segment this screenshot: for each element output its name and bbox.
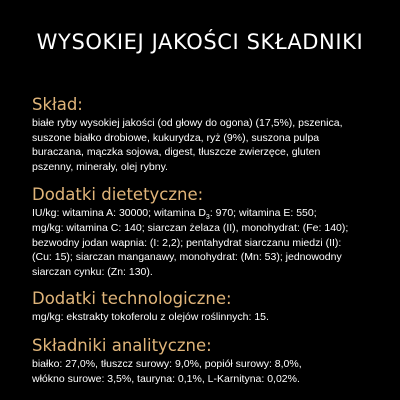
analytical-constituents-line: włókno surowe: 3,5%, tauryna: 0,1%, L-Karnityna: 0,02%. <box>32 372 300 385</box>
dietary-additives-heading: Dodatki dietetyczne: <box>32 185 204 205</box>
dietary-additives-line <box>32 206 382 221</box>
composition-heading: Skład: <box>32 95 83 114</box>
page-title: WYSOKIEJ JAKOŚCI SKŁADNIKI <box>36 30 364 54</box>
dietary-additives-line: siarczan cynku: (Zn: 130). <box>32 265 153 278</box>
dietary-additives-line: (Cu: 15); siarczan manganawy, monohydrat: (Mn: 53); jednowodny <box>32 251 342 264</box>
technological-additives-heading: Dodatki technologiczne: <box>32 289 232 309</box>
vitamin-line-end: : 970; witamina E: 550; <box>209 207 317 220</box>
analytical-constituents-heading: Składniki analityczne: <box>32 335 212 355</box>
section-dietary-additives <box>32 184 382 279</box>
dietary-additives-line: mg/kg: witamina C: 140; siarczan żelaza (II), monohydrat: (Fe: 140); <box>32 221 349 234</box>
composition-line: pszenny, minerały, olej rybny. <box>32 160 168 173</box>
composition-line: białe ryby wysokiej jakości (od głowy do ogona) (17,5%), pszenica, <box>32 117 343 129</box>
dietary-additives-line: bezwodny jodan wapnia: (I: 2,2); pentahydrat siarczanu miedzi (II): <box>32 236 342 249</box>
section-technological-additives <box>32 288 382 325</box>
analytical-constituents-line: białko: 27,0%, tłuszcz surowy: 9,0%, popiół surowy: 8,0%, <box>32 357 302 370</box>
composition-line: buraczana, mączka sojowa, digest, tłuszcze zwierzęce, gluten <box>32 146 321 159</box>
composition-line: suszone białko drobiowe, kukurydza, ryż (9%), suszona pulpa <box>32 131 320 144</box>
ingredients-panel <box>32 94 382 386</box>
vitamin-d-subscript: 3 <box>205 214 210 222</box>
vitamin-line-start: IU/kg: witamina A: 30000; witamina D <box>32 207 206 220</box>
section-composition <box>32 94 382 174</box>
technological-additives-line: mg/kg: ekstrakty tokoferolu z olejów roślinnych: 15. <box>32 311 269 324</box>
section-analytical-constituents <box>32 335 382 386</box>
